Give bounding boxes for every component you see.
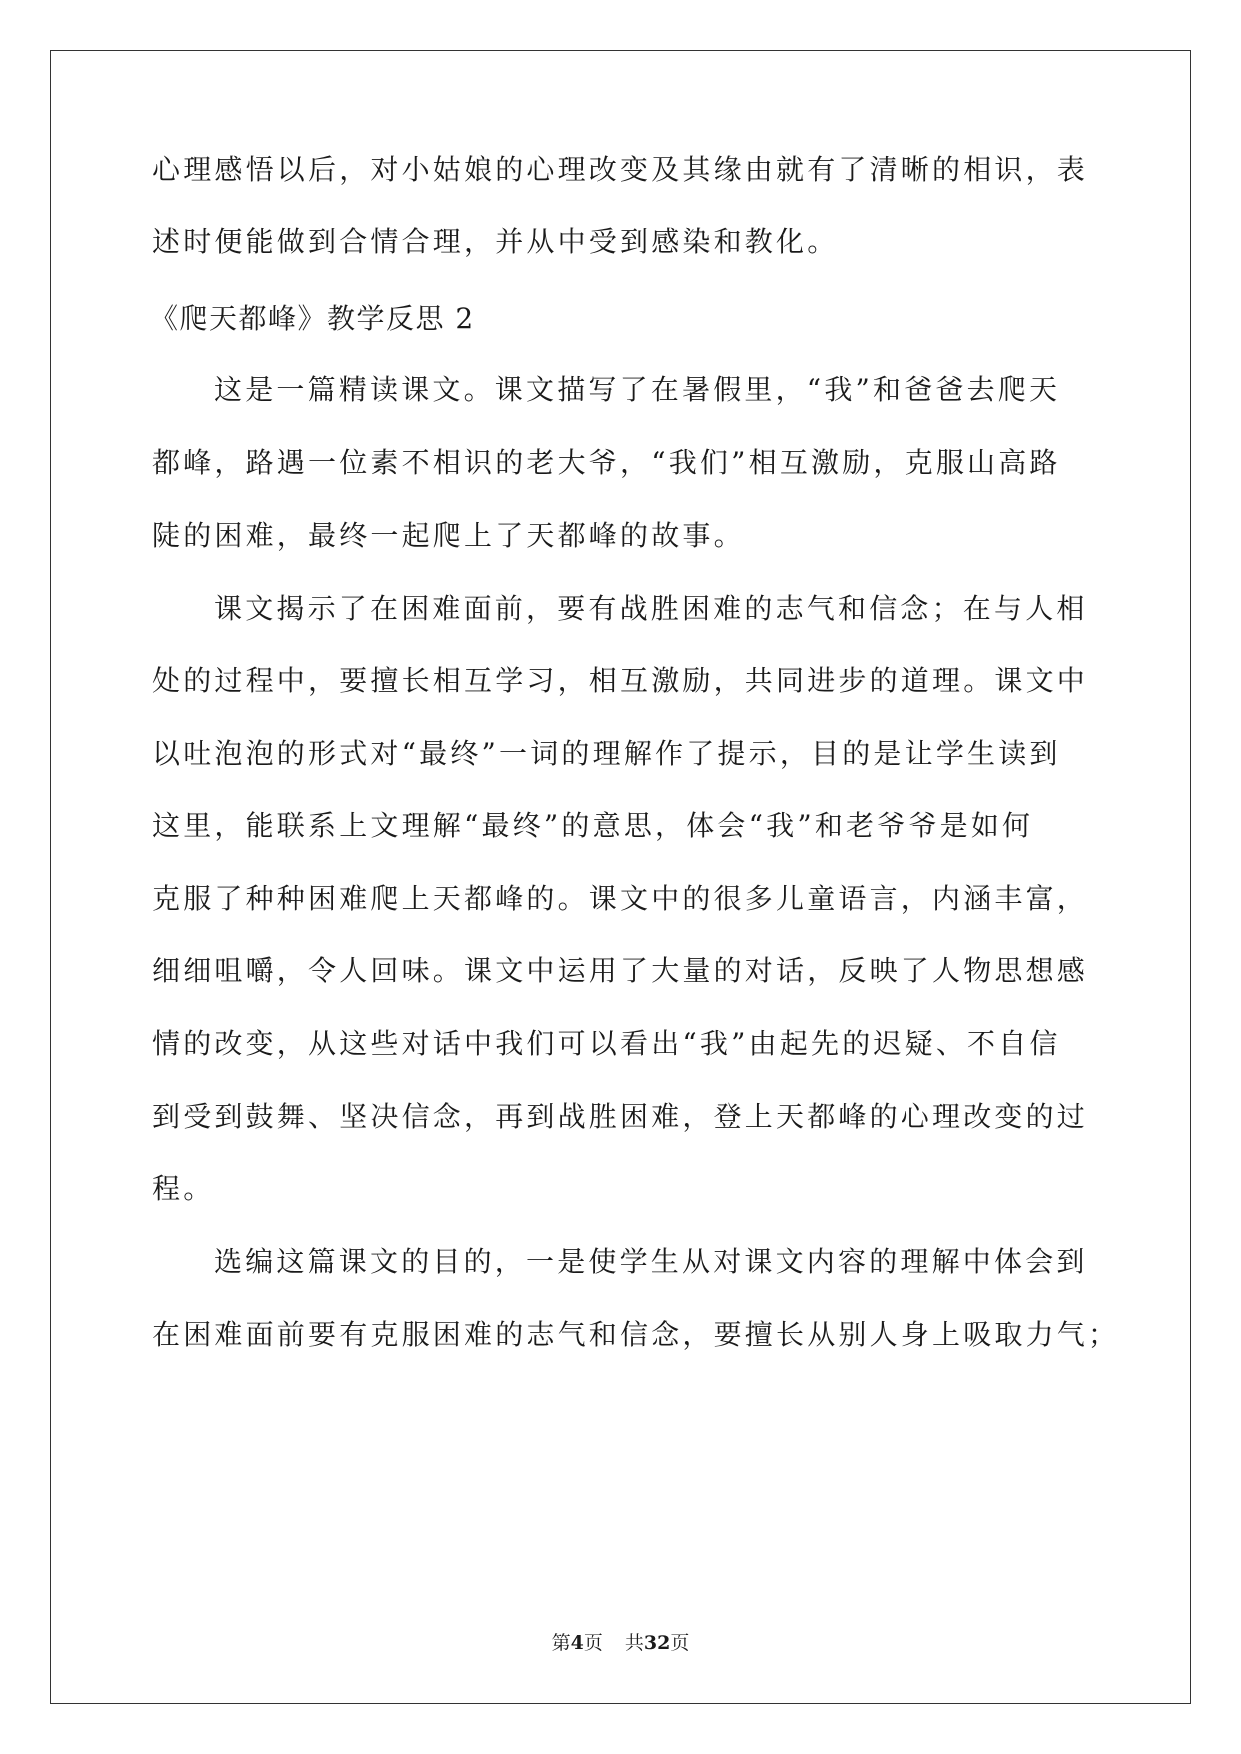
body-text-line: 这里，能联系上文理解“最终”的意思，体会“我”和老爷爷是如何 (152, 809, 1034, 842)
body-text-line: 这是一篇精读课文。课文描写了在暑假里，“我”和爸爸去爬天 (214, 373, 1061, 406)
body-text-line: 处的过程中，要擅长相互学习，相互激励，共同进步的道理。课文中 (152, 664, 1089, 697)
section-title: 《爬天都峰》教学反思 2 (150, 302, 475, 335)
body-text-line: 陡的困难，最终一起爬上了天都峰的故事。 (152, 519, 745, 552)
body-text-line: 以吐泡泡的形式对“最终”一词的理解作了提示，目的是让学生读到 (152, 737, 1061, 770)
body-text-line: 到受到鼓舞、坚决信念，再到战胜困难，登上天都峰的心理改变的过 (152, 1100, 1089, 1133)
body-text-line: 心理感悟以后，对小姑娘的心理改变及其缘由就有了清晰的相识，表 (152, 153, 1089, 186)
total-pages: 32 (643, 1632, 671, 1654)
body-text-line: 克服了种种困难爬上天都峰的。课文中的很多儿童语言，内涵丰富， (152, 882, 1089, 915)
page-footer (0, 1630, 1241, 1656)
total-prefix: 共 (624, 1632, 644, 1654)
body-text-line: 程。 (152, 1172, 215, 1205)
page-number: 4 (570, 1632, 584, 1654)
body-text-line: 细细咀嚼，令人回味。课文中运用了大量的对话，反映了人物思想感 (152, 954, 1089, 987)
body-text-line: 述时便能做到合情合理，并从中受到感染和教化。 (152, 225, 839, 258)
body-text-line: 情的改变，从这些对话中我们可以看出“我”由起先的迟疑、不自信 (152, 1027, 1061, 1060)
page-prefix: 第 (551, 1632, 571, 1654)
body-text-line: 在困难面前要有克服困难的志气和信念，要擅长从别人身上吸取力气； (152, 1318, 1120, 1351)
body-text-line: 都峰，路遇一位素不相识的老大爷，“我们”相互激励，克服山高路 (152, 446, 1061, 479)
body-text-line: 选编这篇课文的目的，一是使学生从对课文内容的理解中体会到 (214, 1245, 1088, 1278)
body-text-line: 课文揭示了在困难面前，要有战胜困难的志气和信念；在与人相 (214, 592, 1088, 625)
total-suffix: 页 (670, 1632, 690, 1654)
page-suffix: 页 (583, 1632, 603, 1654)
